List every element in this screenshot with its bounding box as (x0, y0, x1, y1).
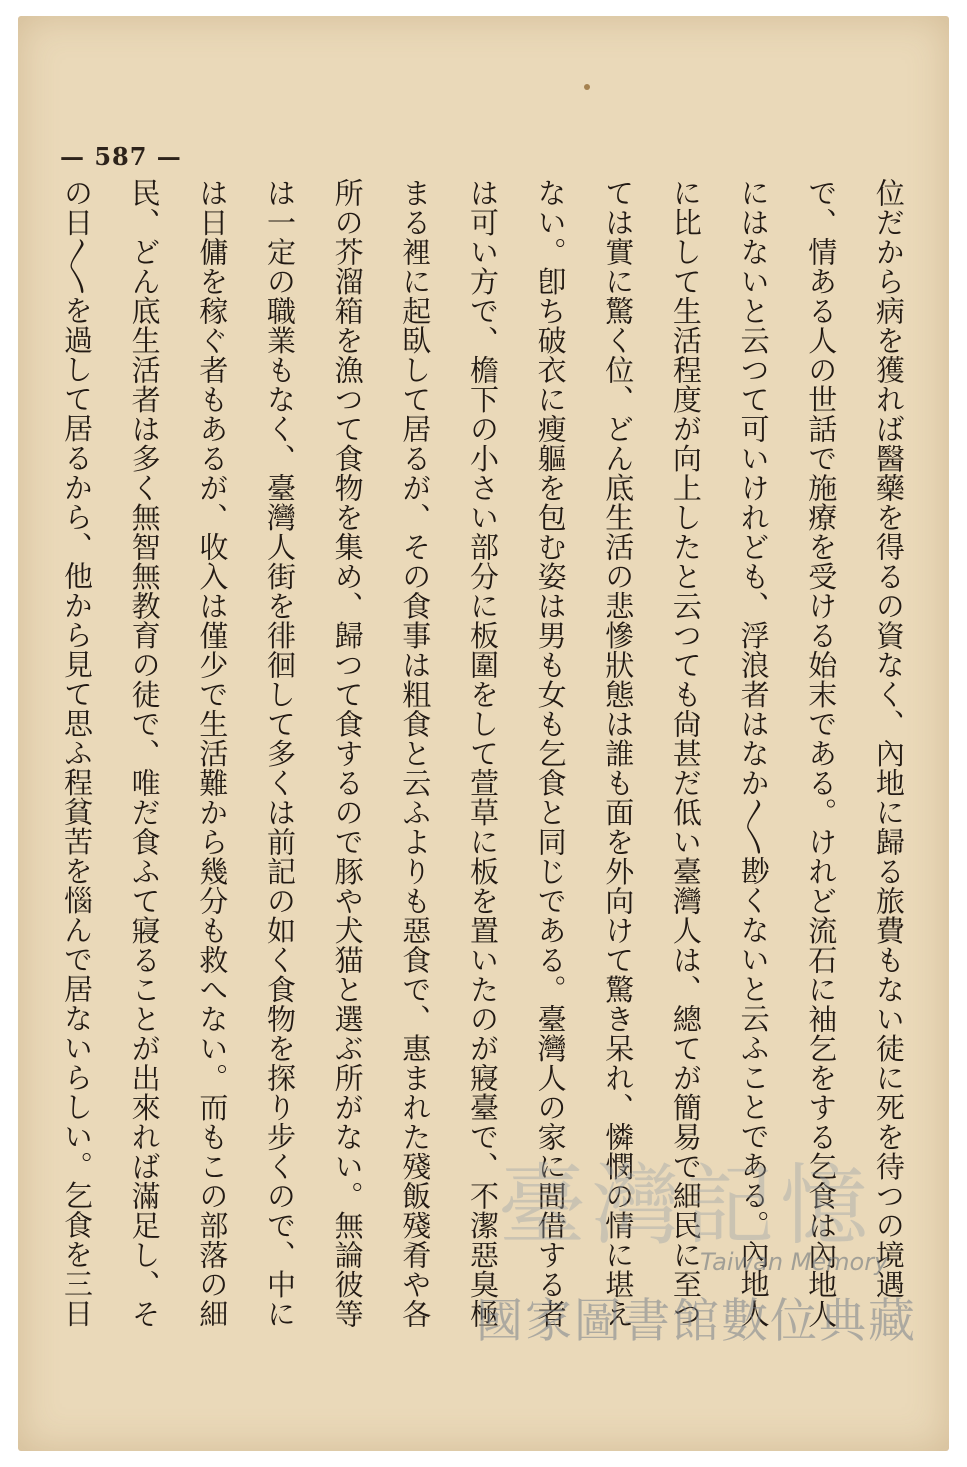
text-line-6: ない。卽ち破衣に瘦軀を包む姿は男も女も乞食と同じである。臺灣人の家に間借する者 (533, 178, 568, 1329)
watermark-line: 國家圖書館數位典藏 (476, 1294, 917, 1349)
paper-spot (584, 84, 590, 90)
text-line-5: ては實に驚く位、どん底生活の悲慘狀態は誰も面を外向けて驚き呆れ、憐憫の情に堪え (601, 178, 636, 1329)
text-line-8: まる裡に起臥して居るが、その食事は粗食と云ふよりも惡食で、惠まれた殘飯殘肴や各 (398, 178, 433, 1329)
text-line-10: は一定の職業もなく、臺灣人街を徘徊して多くは前記の如く食物を探り步くので、中に (262, 178, 297, 1329)
text-line-11: は日傭を稼ぐ者もあるが、收入は僅少で生活難から幾分も救へない。而もこの部落の細 (195, 178, 230, 1329)
text-line-3: にはないと云つて可いけれども、浮浪者はなか〳〵尠くないと云ふことである。內地人 (736, 178, 771, 1328)
text-line-4: に比して生活程度が向上したと云つても尙甚だ低い臺灣人は、總てが簡易で細民に至つ (668, 178, 703, 1329)
text-line-7: は可い方で、檐下の小さい部分に板圍をして萱草に板を置いたのが寢臺で、不潔惡臭極 (465, 178, 500, 1329)
watermark-stamp: 臺灣記憶 (498, 1154, 875, 1257)
text-line-13: の日〳〵を過して居るから、他から見て思ふ程貧苦を惱んで居ないらしい。乞食を三日 (60, 178, 94, 1328)
text-line-1: 位だから病を獲れば醫藥を得るの資なく、內地に歸る旅費もない徒に死を待つの境遇 (871, 178, 906, 1299)
text-line-12: 民、どん底生活者は多く無智無教育の徒で、唯だ食ふて寢ることが出來れば滿足し、そ (127, 178, 162, 1329)
watermark-subtitle: Taiwan Memory (700, 1248, 889, 1276)
book-page (18, 16, 949, 1451)
page-number: — 587 — (60, 142, 182, 171)
text-line-2: で、情ある人の世話で施療を受ける始末である。けれど流石に袖乞をする乞食は內地人 (804, 178, 839, 1329)
text-line-9: 所の芥溜箱を漁つて食物を集め、歸つて食するので豚や犬猫と選ぶ所がない。無論彼等 (330, 178, 365, 1329)
